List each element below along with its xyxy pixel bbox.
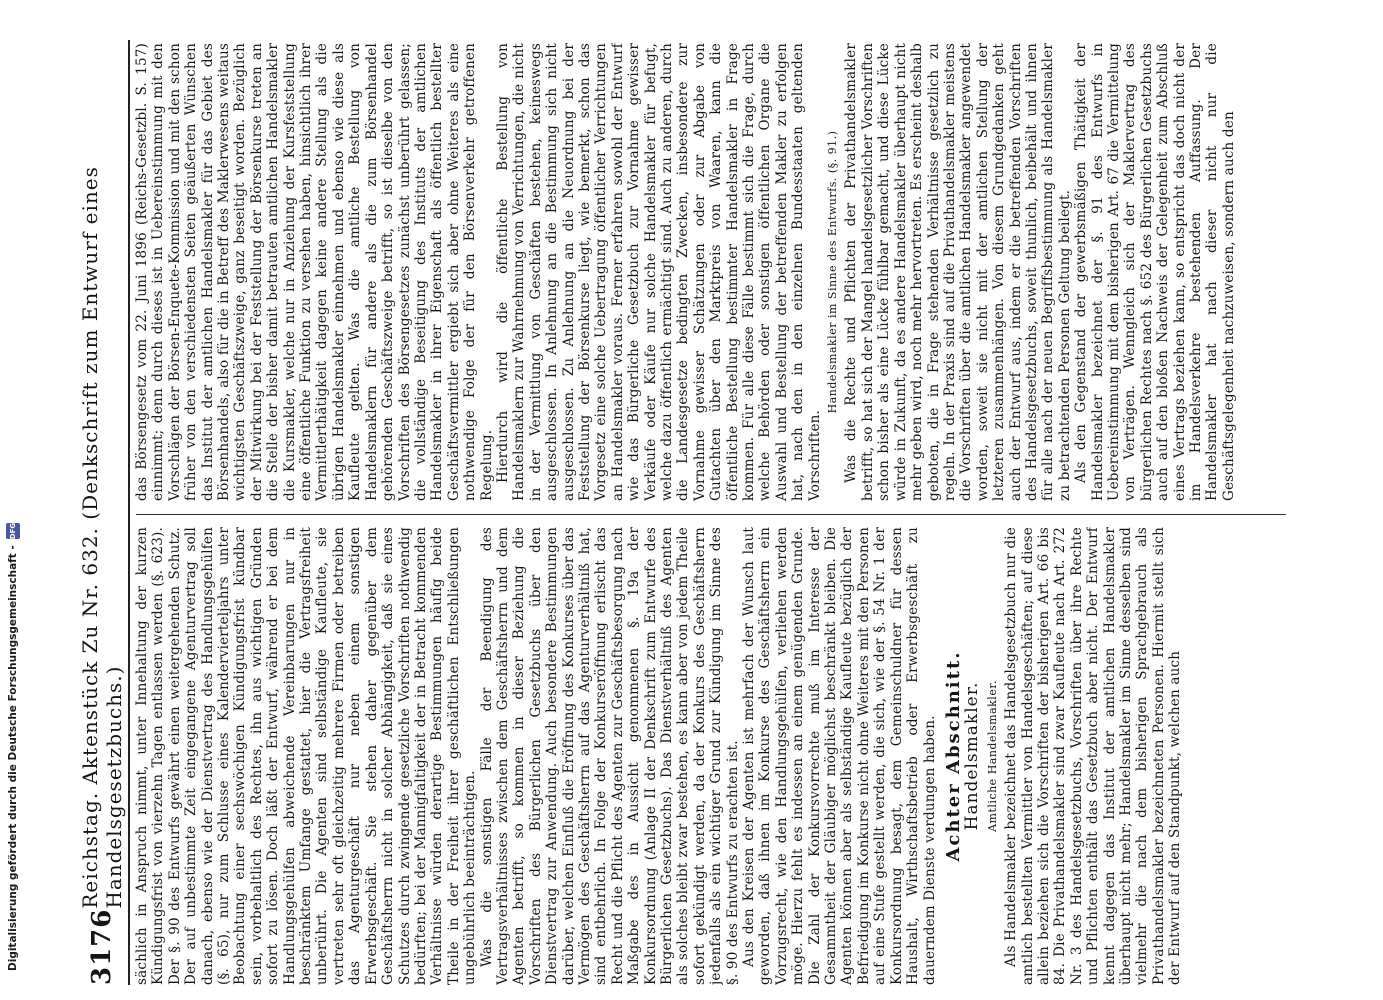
- document-page: [78, 40, 1292, 985]
- paragraph: Als den Gegenstand der gewerbsmäßigen Thätigkeit der Handelsmakler bezeichnet der §. 91 des Entwurfs in Uebereinstimmung mit dem bisherigen Art. 67 die Vermittelung von Verträgen. Wenngleich sich der Maklervertrag des bürgerlichen Rechtes nach §. 652 des Bürgerlichen Gesetzbuchs auch auf den bloßen Nachweis der Gelegenheit zum Abschluß eines Vertrags beziehen kann, so entspricht das doch nicht der im Handelsverkehre bestehenden Auffassung. Der Handelsmakler hat nach dieser nicht nur die Geschäftsgelegenheit nachzuweisen, sondern auch den: [1073, 43, 1237, 501]
- paragraph: Was die Rechte und Pflichten der Privathandelsmakler betrifft, so hat sich der Mangel handelsgesetzlicher Vorschriften schon bisher als eine Lücke fühlbar gemacht, und diese Lücke würde in Zukunft, da es andere Handelsmakler überhaupt nicht mehr geben wird, noch mehr hervortreten. Es erscheint deshalb geboten, die in Frage stehenden Verhältnisse gesetzlich zu regeln. In der Praxis sind auf die Privathandelsmakler meistens die Vorschriften über die amtlichen Handelsmakler angewendet worden, soweit sie nicht mit der amtlichen Stellung der letzteren zusammenhängen. Von diesem Grundgedanken geht auch der Entwurf aus, indem er die betreffenden Vorschriften des Handelsgesetzbuchs, soweit thunlich, beibehält und ihnen für alle nach der neuen Begriffsbestimmung als Handelsmakler zu betrachtenden Personen Geltung beilegt.: [843, 43, 1073, 501]
- subsection-heading: Amtliche Handelsmakler.: [985, 680, 999, 832]
- paragraph: Was die sonstigen Fälle der Beendigung des Vertragsverhältnisses zwischen dem Geschäftsherrn und dem Agenten betrifft, so kommen in dieser Beziehung die Vorschriften des Bürgerlichen Gesetzbuchs über den Dienstvertrag zur Anwendung. Auch besondere Bestimmungen darüber, welchen Einfluß die Eröffnung des Konkurses über das Vermögen des Geschäftsherrn auf das Agenturverhältniß hat, sind entbehrlich. In Folge der Konkurseröffnung erlischt das Recht und die Pflicht des Agenten zur Geschäftsbesorgung nach Maßgabe des in Aussicht genommenen §. 19a der Konkursordnung (Anlage II der Denkschrift zum Entwurfe des Bürgerlichen Gesetzbuchs). Das Dienstverhältniß des Agenten als solches bleibt zwar bestehen, es kann aber von jedem Theile sofort gekündigt werden, da der Konkurs des Geschäftsherrn jedenfalls als ein wichtiger Grund zur Kündigung im Sinne des §. 90 des Entwurfs zu erachten ist.: [478, 527, 741, 985]
- credit-text: Digitalisierung gefördert durch die Deutsche Forschungsgemeinschaft -: [7, 545, 19, 971]
- paragraph: sächlich in Anspruch nimmt, unter Innehaltung der kurzen Kündigungsfrist von vierzehn Tagen entlassen werden (§. 623). Der §. 90 des Entwurfs gewährt einen weitergehenden Schutz. Der auf unbestimmte Zeit eingegangene Agenturvertrag soll danach, ebenso wie der Dienstvertrag des Handlungsgehülfen (§. 65), nur zum Schlusse eines Kalendervierteljahrs unter Beobachtung einer sechswöchigen Kündigungsfrist kündbar sein, vorbehaltlich des Rechtes, ihn aus wichtigen Gründen sofort zu lösen. Doch läßt der Entwurf, während er bei dem Handlungsgehülfen abweichende Vereinbarungen nur in beschränktem Umfange gestattet, hier die Vertragsfreiheit unberührt. Die Agenten sind selbständige Kaufleute, sie vertreten sehr oft gleichzeitig mehrere Firmen oder betreiben das Agenturgeschäft nur neben einem sonstigen Erwerbsgeschäft. Sie stehen daher gegenüber dem Geschäftsherrn nicht in solcher Abhängigkeit, daß sie eines Schutzes durch zwingende gesetzliche Vorschriften nothwendig bedürften; bei der Mannigfaltigkeit der in Betracht kommenden Verhältnisse würden derartige Bestimmungen häufig beide Theile in der Freiheit ihrer geschäftlichen Entschließungen ungebührlich beeinträchtigen.: [134, 527, 479, 985]
- dfg-logo-icon: DFG: [6, 523, 20, 539]
- left-column: [134, 527, 1284, 985]
- subsection-heading: Handelsmakler im Sinne des Entwurfs. (§. 91.): [826, 130, 840, 414]
- page-header: [78, 40, 126, 985]
- running-title: Reichstag. Aktenstück Zu Nr. 632. (Denkschrift zum Entwurf eines Handelsgesetzbuchs.): [78, 166, 126, 909]
- rotated-page-container: [78, 40, 1292, 985]
- right-column: [134, 43, 1284, 501]
- section-title: Achter Abschnitt.: [942, 650, 964, 862]
- header-rule: [128, 40, 130, 985]
- digitization-credit: [0, 0, 22, 1000]
- column-divider: [136, 514, 1286, 515]
- section-subtitle: Handelsmakler.: [962, 681, 983, 831]
- page-number: 3176: [87, 908, 117, 985]
- paragraph: Als Handelsmakler bezeichnet das Handelsgesetzbuch nur die amtlich bestellten Vermittler von Handelsgeschäften; auf diese allein beziehen sich die Vorschriften der bisherigen Art. 66 bis 84. Die Privathandelsmakler sind zwar Kaufleute nach Art. 272 Nr. 3 des Handelsgesetzbuchs, Vorschriften über ihre Rechte und Pflichten enthält das Gesetzbuch aber nicht. Der Entwurf kennt dagegen das Institut der amtlichen Handelsmakler überhaupt nicht mehr; Handelsmakler im Sinne desselben sind vielmehr die nach dem bisherigen Sprachgebrauch als Privathandelsmakler bezeichneten Personen. Hiermit stellt sich der Entwurf auf den Standpunkt, welchen auch: [1003, 527, 1184, 985]
- paragraph: Aus den Kreisen der Agenten ist mehrfach der Wunsch laut geworden, daß ihnen im Konkurse des Geschäftsherrn ein Vorzugsrecht, wie den Handlungsgehülfen, verliehen werden möge. Hierzu fehlt es indessen an einem genügenden Grunde. Die Zahl der Konkursvorrechte muß im Interesse der Gesammtheit der Gläubiger möglichst beschränkt bleiben. Die Agenten können aber als selbständige Kaufleute bezüglich der Befriedigung im Konkurse nicht ohne Weiteres mit den Personen auf eine Stufe gestellt werden, die sich, wie der §. 54 Nr. 1 der Konkursordnung besagt, dem Gemeinschuldner für dessen Haushalt, Wirthschaftsbetrieb oder Erwerbsgeschäft zu dauerndem Dienste verdungen haben.: [741, 527, 938, 985]
- paragraph: das Börsengesetz vom 22. Juni 1896 (Reichs-Gesetzbl. S. 157) einnimmt; denn durch dieses ist in Uebereinstimmung mit den Vorschlägen der Börsen-Enquete-Kommission und mit den schon früher von den verschiedensten Seiten geäußerten Wünschen das Institut der amtlichen Handelsmakler für das Gebiet des Börsenhandels, also für die in Betreff des Maklerwesens weitaus wichtigsten Geschäftszweige, ganz beseitigt worden. Bezüglich der Mitwirkung bei der Feststellung der Börsenkurse treten an die Stelle der bisher damit betrauten amtlichen Handelsmakler die Kursmakler, welche nur in Anziehung der Kursfeststellung eine öffentliche Funktion zu versehen haben, hinsichtlich ihrer Vermittlerthätigkeit dagegen keine andere Stellung als die übrigen Handelsmakler einnehmen und ebenso wie diese als Kaufleute gelten. Was die amtliche Bestellung von Handelsmaklern für andere als die zum Börsenhandel gehörenden Geschäftszweige betrifft, so ist dieselbe von den Vorschriften des Börsengesetzes zunächst unberührt gelassen; die vollständige Beseitigung des Instituts der amtlichen Handelsmakler in ihrer Eigenschaft als öffentlich bestellter Geschäftsvermittler ergiebt sich aber ohne Weiteres als eine nothwendige Folge der für den Börsenverkehr getroffenen Regelung.: [134, 43, 495, 501]
- paragraph: Hierdurch wird die öffentliche Bestellung von Handelsmaklern zur Wahrnehmung von Verrichtungen, die nicht in der Vermittlung von Geschäften bestehen, keineswegs ausgeschlossen. In Anlehnung an die Bestimmung sich nicht ausgeschlossen. Zu Anlehnung an die Neuordnung bei der Feststellung der Börsenkurse liegt, wie bemerkt, schon das Vorgesetz eine solche Uebertragung öffentlicher Verrichtungen an Handelsmakler voraus. Ferner erfahren sowohl der Entwurf wie das Bürgerliche Gesetzbuch zur Vornahme gewisser Verkäufe oder Käufe nur solche Handelsmakler für befugt, welche dazu öffentlich ermächtigt sind. Auch zu anderen, durch die Landesgesetze bedingten Zwecken, insbesondere zur Vornahme gewisser Schätzungen oder zur Abgabe von Gutachten über den Marktpreis von Waaren, kann die öffentliche Bestellung bestimmter Handelsmakler in Frage kommen. Für alle diese Fälle bestimmt sich die Frage, durch welche Behörden oder sonstigen öffentlichen Organe die Auswahl und Bestellung der betreffenden Makler zu erfolgen hat, nach den in den einzelnen Bundesstaaten geltenden Vorschriften.: [494, 43, 823, 501]
